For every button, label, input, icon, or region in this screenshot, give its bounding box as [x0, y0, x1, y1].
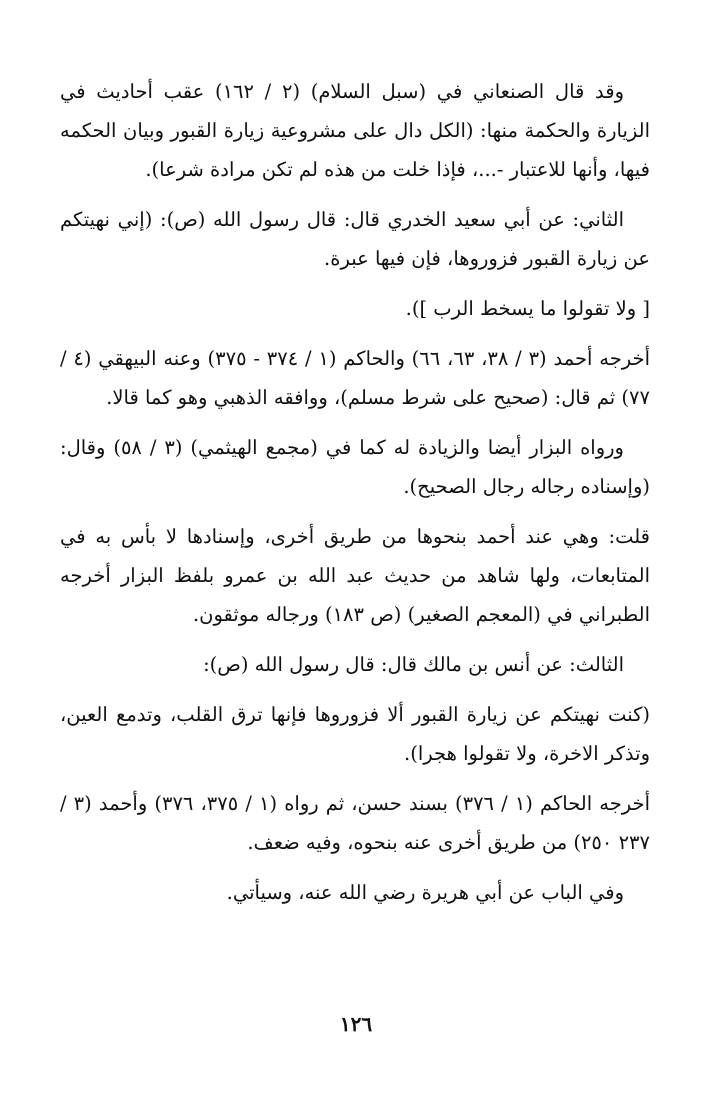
paragraph-third-hadith-intro: الثالث: عن أنس بن مالك قال: قال رسول الله (ص):: [203, 653, 624, 676]
paragraph-bazzar: ورواه البزار أيضا والزيادة له كما في (مجمع الهيثمي) (٣ / ٥٨) وقال: (وإسناده رجاله رجال الصحيح).: [60, 436, 650, 498]
paragraph-third-hadith-text: (كنت نهيتكم عن زيارة القبور ألا فزوروها فإنها ترق القلب، وتدمع العين، وتذكر الاخرة، ولا تقولوا هجرا).: [60, 703, 650, 765]
paragraph-author-note: قلت: وهي عند أحمد بنحوها من طريق أخرى، وإسنادها لا بأس به في المتابعات، ولها شاهد من حديث عبد الله بن عمرو بلفظ البزار أخرجه الطبراني في (المعجم الصغير) (ص ١٨٣) ورجاله موثقون.: [60, 525, 650, 626]
paragraph-hadith-addition: [ ولا تقولوا ما يسخط الرب ]).: [405, 297, 650, 320]
page-number: ١٢٦: [339, 1012, 373, 1036]
page-body: [60, 72, 650, 923]
paragraph-takhrij-ahmad: أخرجه أحمد (٣ / ٣٨، ٦٣، ٦٦) والحاكم (١ / ٣٧٤ - ٣٧٥) وعنه البيهقي (٤ / ٧٧) ثم قال: (صحيح على شرط مسلم)، ووافقه الذهبي وهو كما قالا.: [60, 347, 650, 409]
paragraph-abu-hurayra: وفي الباب عن أبي هريرة رضي الله عنه، وسيأتي.: [226, 881, 624, 904]
paragraph-takhrij-hakim: أخرجه الحاكم (١ / ٣٧٦) بسند حسن، ثم رواه (١ / ٣٧٥، ٣٧٦) وأحمد (٣ / ٢٣٧ ٢٥٠) من طريق أخرى عنه بنحوه، وفيه ضعف.: [60, 792, 650, 854]
paragraph-sanani-quote: وقد قال الصنعاني في (سبل السلام) (٢ / ١٦٢) عقب أحاديث في الزيارة والحكمة منها: (الكل دال على مشروعية زيارة القبور وبيان الحكمه فيها، وأنها للاعتبار -...، فإذا خلت من هذه لم تكن مرادة شرعا).: [60, 80, 650, 181]
paragraph-second-hadith: الثاني: عن أبي سعيد الخدري قال: قال رسول الله (ص): (إني نهيتكم عن زيارة القبور فزوروها، فإن فيها عبرة.: [60, 208, 650, 270]
